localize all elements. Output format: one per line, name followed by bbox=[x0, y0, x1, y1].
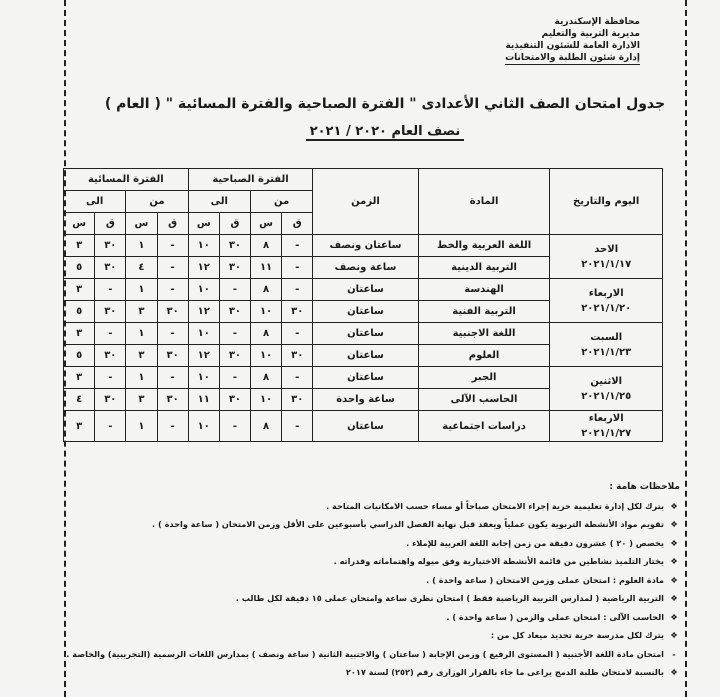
time-cell: - bbox=[157, 411, 188, 442]
time-cell: ٣ bbox=[126, 345, 157, 367]
right-dashed-border bbox=[685, 0, 687, 697]
subject-cell: الحاسب الآلى bbox=[418, 389, 550, 411]
time-cell: - bbox=[157, 235, 188, 257]
time-cell: ١٠ bbox=[188, 411, 219, 442]
header-q: ق bbox=[282, 213, 313, 235]
time-cell: ١ bbox=[126, 411, 157, 442]
note-item bbox=[60, 608, 680, 627]
header-s: س bbox=[126, 213, 157, 235]
time-cell: ٥ bbox=[64, 345, 95, 367]
day-date-cell bbox=[550, 323, 663, 367]
time-cell: - bbox=[282, 235, 313, 257]
time-cell: ٣٠ bbox=[219, 345, 250, 367]
diamond-bullet-icon: ❖ bbox=[670, 500, 678, 511]
time-cell: - bbox=[95, 323, 126, 345]
dash-bullet-icon: - bbox=[672, 648, 676, 659]
subject-cell: اللغة العربية والخط bbox=[418, 235, 550, 257]
time-cell: - bbox=[282, 279, 313, 301]
header-morning-from: من bbox=[251, 191, 313, 213]
exam-date: ٢٠٢١/١/٢٠ bbox=[581, 302, 632, 314]
note-item bbox=[60, 645, 680, 664]
time-cell: ٣٠ bbox=[282, 301, 313, 323]
time-cell: ٣ bbox=[64, 323, 95, 345]
note-text: تقويم مواد الأنشطة التربوية يكون عملياً ويعقد قبل نهاية الفصل الدراسي بأسبوعين على الأقل وزمن الامتحان ( ساعة واحدة ) . bbox=[152, 519, 664, 529]
header-day-date: اليوم والتاريخ bbox=[550, 169, 663, 235]
time-cell: - bbox=[95, 279, 126, 301]
time-cell: ٣٠ bbox=[219, 235, 250, 257]
diamond-bullet-icon: ❖ bbox=[670, 519, 678, 529]
notes-title: ملاحظات هامة : bbox=[609, 482, 680, 492]
subject-cell: دراسات اجتماعية bbox=[418, 411, 550, 442]
diamond-bullet-icon: ❖ bbox=[670, 556, 678, 566]
time-cell: ٣٠ bbox=[282, 345, 313, 367]
time-cell: - bbox=[219, 323, 250, 345]
time-cell: ٨ bbox=[251, 411, 282, 442]
time-cell: ٥ bbox=[64, 301, 95, 323]
header-evening: الفترة المسائية bbox=[64, 169, 189, 191]
time-cell: - bbox=[157, 323, 188, 345]
time-cell: - bbox=[219, 279, 250, 301]
header-duration: الزمن bbox=[313, 169, 418, 235]
time-cell: ٥ bbox=[64, 257, 95, 279]
duration-cell: ساعة ونصف bbox=[313, 257, 418, 279]
duration-cell: ساعتان bbox=[313, 345, 418, 367]
note-item bbox=[60, 515, 680, 534]
diamond-bullet-icon: ❖ bbox=[670, 630, 678, 640]
header-q: ق bbox=[157, 213, 188, 235]
day-date-cell bbox=[550, 411, 663, 442]
duration-cell: ساعتان bbox=[313, 279, 418, 301]
time-cell: - bbox=[282, 323, 313, 345]
time-cell: ٣ bbox=[64, 235, 95, 257]
table-row bbox=[64, 323, 663, 345]
page-subtitle bbox=[90, 124, 680, 139]
day-date-cell bbox=[550, 279, 663, 323]
note-item bbox=[60, 552, 680, 571]
letterhead-line-3: الادارة العامة للشئون التنفيذية bbox=[505, 41, 640, 51]
duration-cell: ساعة واحدة bbox=[313, 389, 418, 411]
header-s: س bbox=[251, 213, 282, 235]
subject-cell: اللغة الاجنبية bbox=[418, 323, 550, 345]
time-cell: ١١ bbox=[188, 389, 219, 411]
table-row bbox=[64, 411, 663, 442]
subject-cell: العلوم bbox=[418, 345, 550, 367]
time-cell: - bbox=[219, 411, 250, 442]
letterhead bbox=[440, 16, 640, 65]
subject-cell: الهندسة bbox=[418, 279, 550, 301]
time-cell: ١١ bbox=[251, 257, 282, 279]
time-cell: ٣ bbox=[64, 279, 95, 301]
time-cell: ٣٠ bbox=[157, 389, 188, 411]
subject-cell: الجبر bbox=[418, 367, 550, 389]
time-cell: ١٠ bbox=[188, 279, 219, 301]
time-cell: - bbox=[157, 279, 188, 301]
day-name: الاحد bbox=[594, 243, 619, 255]
time-cell: ٤ bbox=[64, 389, 95, 411]
header-evening-to: الى bbox=[64, 191, 126, 213]
letterhead-line-4: إدارة شئون الطلبة والامتحانات bbox=[505, 53, 640, 63]
header-morning: الفترة الصباحية bbox=[188, 169, 313, 191]
day-name: الاثنين bbox=[590, 375, 623, 387]
time-cell: ١٠ bbox=[188, 367, 219, 389]
time-cell: ١٠ bbox=[188, 235, 219, 257]
time-cell: - bbox=[95, 411, 126, 442]
diamond-bullet-icon: ❖ bbox=[670, 667, 678, 677]
time-cell: ٣٠ bbox=[282, 389, 313, 411]
header-evening-from: من bbox=[126, 191, 188, 213]
time-cell: ١ bbox=[126, 279, 157, 301]
header-q: ق bbox=[219, 213, 250, 235]
time-cell: - bbox=[282, 257, 313, 279]
diamond-bullet-icon: ❖ bbox=[670, 611, 678, 622]
duration-cell: ساعتان bbox=[313, 323, 418, 345]
note-text: بالنسبة لامتحان طلبة الدمج يراعى ما جاء بالقرار الوزارى رقم (٢٥٢) لسنة ٢٠١٧ bbox=[345, 667, 664, 677]
note-text: يترك لكل مدرسة حرية تحديد ميعاد كل من : bbox=[490, 630, 664, 640]
note-text: امتحان مادة اللغة الأجنبية ( المستوى الرفيع ) وزمن الإجابة ( ساعتان ) والاجنبية الثانية ( ساعة ونصف ) بمدارس اللغات الرسمية (التجريبية) والخاصة . bbox=[66, 648, 664, 659]
time-cell: - bbox=[157, 257, 188, 279]
time-cell: ٨ bbox=[251, 367, 282, 389]
time-cell: - bbox=[282, 411, 313, 442]
header-s: س bbox=[64, 213, 95, 235]
day-name: السبت bbox=[590, 331, 623, 343]
time-cell: ٣٠ bbox=[95, 235, 126, 257]
day-date-cell bbox=[550, 367, 663, 411]
time-cell: - bbox=[95, 367, 126, 389]
time-cell: ٣٠ bbox=[95, 301, 126, 323]
letterhead-line-2: مديرية التربية والتعليم bbox=[541, 29, 640, 39]
subject-cell: التربية الفنية bbox=[418, 301, 550, 323]
note-text: التربية الرياضية ( لمدارس التربية الرياضية فقط ) امتحان نظرى ساعة وامتحان عملى ١٥ دقيقة لكل طالب . bbox=[235, 593, 664, 603]
notes-section bbox=[60, 478, 680, 682]
header-morning-to: الى bbox=[188, 191, 250, 213]
note-text: مادة العلوم : امتحان عملى وزمن الامتحان ( ساعة واحدة ) . bbox=[426, 574, 664, 585]
time-cell: - bbox=[219, 367, 250, 389]
time-cell: ٣٠ bbox=[219, 389, 250, 411]
header-s: س bbox=[188, 213, 219, 235]
exam-date: ٢٠٢١/١/٢٣ bbox=[581, 346, 632, 358]
day-date-cell bbox=[550, 235, 663, 279]
time-cell: ٣ bbox=[64, 411, 95, 442]
diamond-bullet-icon: ❖ bbox=[670, 574, 678, 585]
exam-date: ٢٠٢١/١/٢٧ bbox=[581, 428, 632, 439]
time-cell: ٨ bbox=[251, 323, 282, 345]
note-item bbox=[60, 534, 680, 553]
diamond-bullet-icon: ❖ bbox=[670, 593, 678, 603]
diamond-bullet-icon: ❖ bbox=[670, 537, 678, 548]
time-cell: ٨ bbox=[251, 279, 282, 301]
note-item bbox=[60, 497, 680, 516]
note-text: يترك لكل إدارة تعليمية حرية إجراء الامتحان صباحاً أو مساء حسب الامكانيات المتاحة . bbox=[326, 500, 664, 511]
exam-date: ٢٠٢١/١/١٧ bbox=[581, 258, 632, 270]
page-title: جدول امتحان الصف الثاني الأعدادى " الفترة الصباحية والفترة المسائية " ( العام ) bbox=[104, 96, 666, 112]
duration-cell: ساعتان bbox=[313, 301, 418, 323]
time-cell: ٣٠ bbox=[95, 257, 126, 279]
exam-schedule-table bbox=[63, 168, 663, 442]
duration-cell: ساعتان bbox=[313, 367, 418, 389]
note-item bbox=[60, 589, 680, 608]
time-cell: ٣٠ bbox=[95, 389, 126, 411]
note-item bbox=[60, 626, 680, 645]
time-cell: ٣ bbox=[64, 367, 95, 389]
duration-cell: ساعتان bbox=[313, 411, 418, 442]
note-text: الحاسب الآلى : امتحان عملى والزمن ( ساعة واحدة ) . bbox=[446, 611, 664, 622]
header-q: ق bbox=[95, 213, 126, 235]
time-cell: ٨ bbox=[251, 235, 282, 257]
letterhead-line-1: محافظة الإسكندرية bbox=[554, 17, 640, 27]
note-text: يخصص ( ٢٠ ) عشرون دقيقة من زمن إجابة اللغة العربية للإملاء . bbox=[406, 537, 664, 548]
time-cell: ١٢ bbox=[188, 301, 219, 323]
time-cell: ١ bbox=[126, 323, 157, 345]
day-name: الاربعاء bbox=[588, 287, 624, 299]
time-cell: ٣٠ bbox=[219, 301, 250, 323]
time-cell: ١٠ bbox=[188, 323, 219, 345]
table-row bbox=[64, 367, 663, 389]
schedule-body bbox=[64, 235, 663, 442]
duration-cell: ساعتان ونصف bbox=[313, 235, 418, 257]
time-cell: ١٠ bbox=[251, 345, 282, 367]
time-cell: ١٢ bbox=[188, 345, 219, 367]
exam-date: ٢٠٢١/١/٢٥ bbox=[581, 390, 632, 402]
subject-cell: التربية الدينية bbox=[418, 257, 550, 279]
time-cell: ٣٠ bbox=[157, 345, 188, 367]
table-row bbox=[64, 279, 663, 301]
notes-list bbox=[60, 497, 680, 682]
time-cell: ١٠ bbox=[251, 301, 282, 323]
time-cell: ٣ bbox=[126, 389, 157, 411]
header-subject: المادة bbox=[418, 169, 550, 235]
time-cell: ٣٠ bbox=[219, 257, 250, 279]
time-cell: ١٢ bbox=[188, 257, 219, 279]
time-cell: ١ bbox=[126, 367, 157, 389]
day-name: الاربعاء bbox=[588, 413, 624, 424]
time-cell: ١ bbox=[126, 235, 157, 257]
table-row bbox=[64, 235, 663, 257]
time-cell: ٤ bbox=[126, 257, 157, 279]
subtitle-text: نصف العام ٢٠٢٠ / ٢٠٢١ bbox=[306, 124, 465, 141]
note-item bbox=[60, 663, 680, 682]
time-cell: ٣ bbox=[126, 301, 157, 323]
time-cell: ٣٠ bbox=[95, 345, 126, 367]
note-item bbox=[60, 571, 680, 590]
time-cell: - bbox=[157, 367, 188, 389]
note-text: يختار التلميذ نشاطين من قائمة الأنشطة الاختيارية وفق ميوله واهتماماته وقدراته . bbox=[333, 556, 664, 566]
time-cell: ٣٠ bbox=[157, 301, 188, 323]
time-cell: - bbox=[282, 367, 313, 389]
time-cell: ١٠ bbox=[251, 389, 282, 411]
